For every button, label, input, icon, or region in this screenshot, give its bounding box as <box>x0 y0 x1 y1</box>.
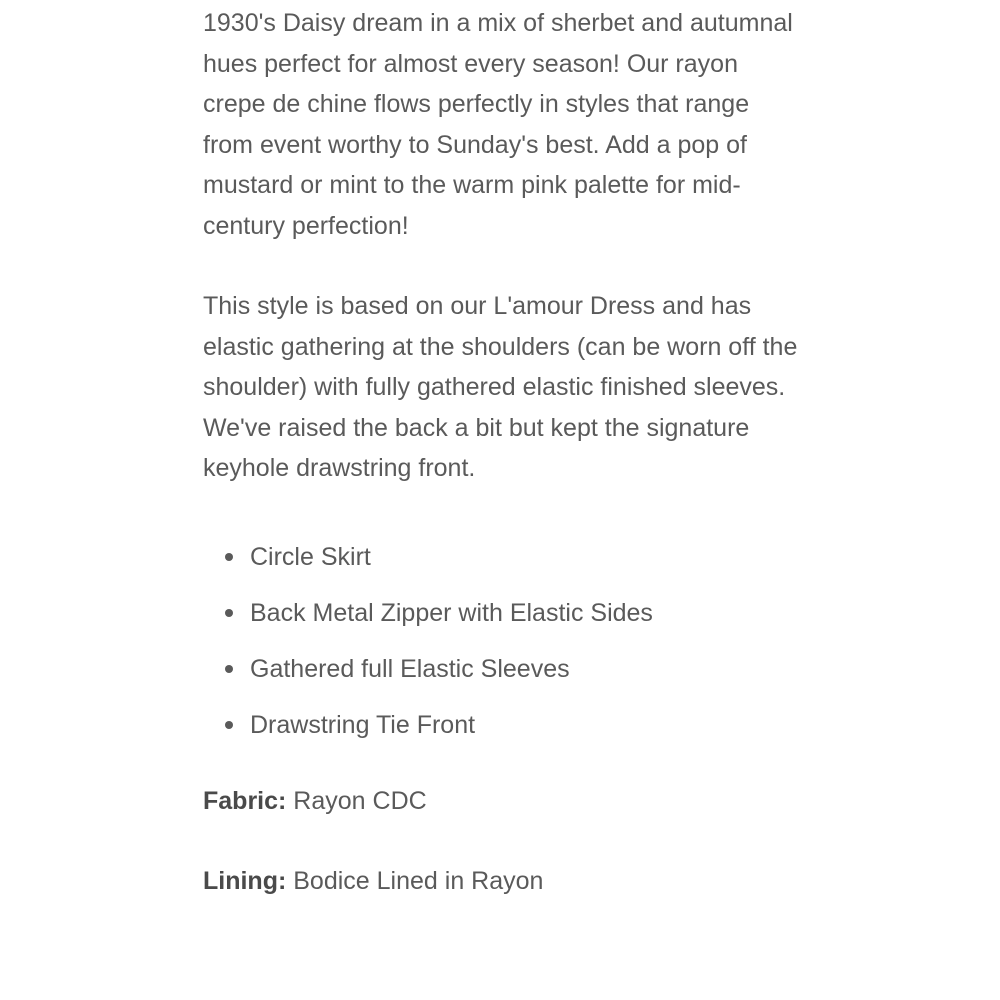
description-paragraph: 1930's Daisy dream in a mix of sherbet and autumnal hues perfect for almost every season! Our rayon crepe de chine flows perfectly in styles that range from event worthy to Sunday's best. Add a pop of mustard or mint to the warm pink palette for mid-century perfection! <box>203 9 793 240</box>
fabric-value: Rayon CDC <box>286 786 427 815</box>
feature-text: Gathered full Elastic Sleeves <box>250 654 570 683</box>
description-paragraph: This style is based on our L'amour Dress and has elastic gathering at the shoulders (can be worn off the shoulder) with fully gathered elastic finished sleeves. We've raised the back a bit but kept the signature keyhole drawstring front. <box>203 292 798 482</box>
fabric-spec <box>203 781 803 821</box>
lining-label: Lining: <box>203 866 287 895</box>
fabric-label: Fabric: <box>203 786 287 815</box>
feature-text: Circle Skirt <box>250 542 371 571</box>
bullet-icon <box>225 721 233 729</box>
list-item <box>203 537 803 577</box>
list-item <box>203 593 803 633</box>
lining-spec <box>203 861 803 901</box>
list-item <box>203 649 803 689</box>
bullet-icon <box>225 609 233 617</box>
feature-list <box>203 537 803 745</box>
bullet-icon <box>225 553 233 561</box>
feature-text: Back Metal Zipper with Elastic Sides <box>250 598 653 627</box>
lining-value: Bodice Lined in Rayon <box>286 866 544 895</box>
feature-text: Drawstring Tie Front <box>250 710 476 739</box>
product-description <box>203 3 803 901</box>
list-item <box>203 705 803 745</box>
bullet-icon <box>225 665 233 673</box>
